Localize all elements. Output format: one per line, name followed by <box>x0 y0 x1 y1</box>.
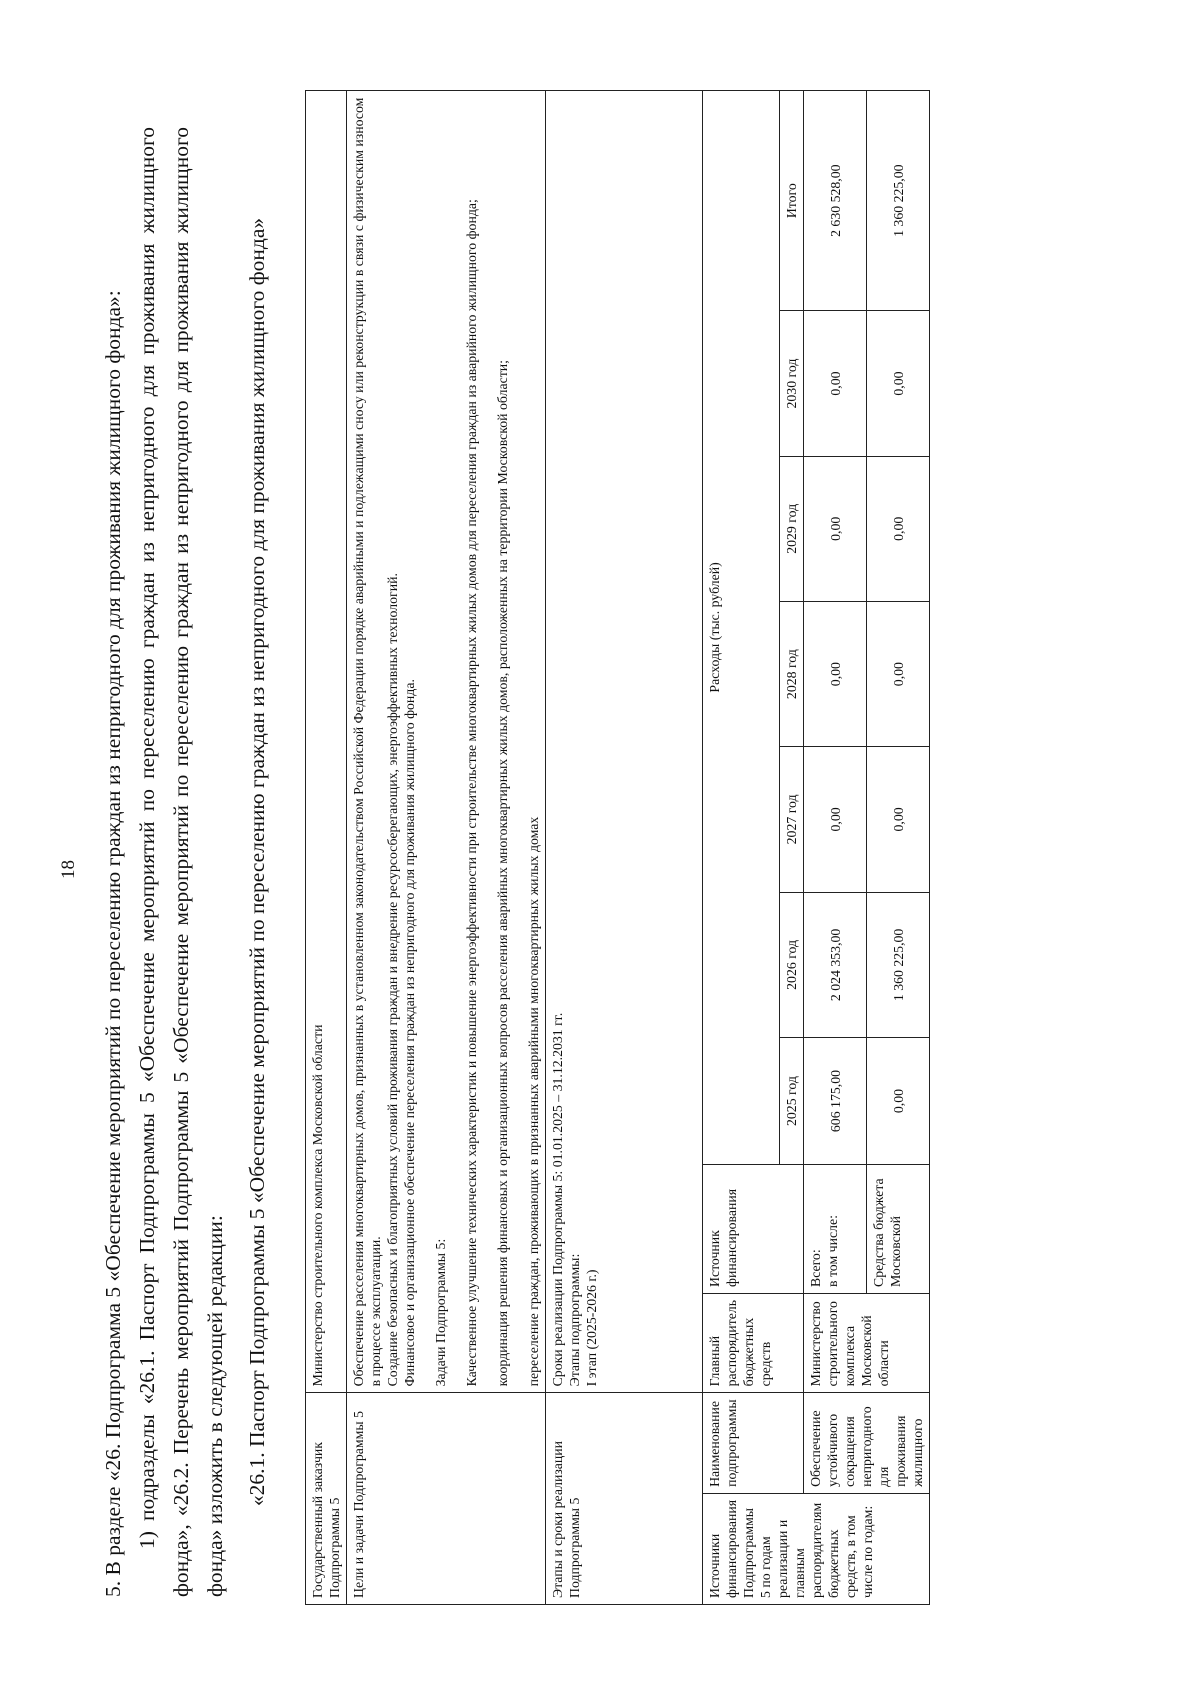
goal-line: Создание безопасных и благоприятных условий проживания граждан и внедрение ресурсосберегающих, энергоэффективных технологий. <box>385 573 400 1387</box>
customer-row <box>306 91 347 1605</box>
source-label: Средства бюджета Московской <box>867 1164 930 1293</box>
value-cell: 0,00 <box>867 601 930 746</box>
stages-line: I этап (2025-2026 г.) <box>584 1269 599 1387</box>
year-header: 2028 год <box>780 601 804 746</box>
value-cell: 0,00 <box>804 747 867 892</box>
finance-row-total <box>804 91 867 1605</box>
year-header: 2027 год <box>780 747 804 892</box>
intro-paragraph: 1) подразделы «26.1. Паспорт Подпрограммы 5 «Обеспечение мероприятий по переселению граждан из непригодного для проживания жилищного фонда», «26.2. Перечень мероприятий Подпрограммы 5 «Обеспечение мероприятий по переселению граждан из непригодного для проживания жилищного фонда» изложить в следующей редакции: <box>135 127 227 1597</box>
task-line: переселение граждан, проживающих в признанных аварийными многоквартирных жилых домах <box>526 816 541 1387</box>
value-cell: 0,00 <box>867 456 930 601</box>
value-cell: 1 360 225,00 <box>867 892 930 1038</box>
goals-label: Цели и задачи Подпрограммы 5 <box>347 1393 546 1605</box>
page-number: 18 <box>58 860 79 879</box>
intro-block <box>96 127 274 1597</box>
total-cell: 1 360 225,00 <box>867 91 930 311</box>
manager-name: Министерство строительного комплекса Московской области <box>804 1294 930 1393</box>
passport-subheading: «26.1. Паспорт Подпрограммы 5 «Обеспечение мероприятий по переселению граждан из непригодного для проживания жилищного фонда» <box>245 217 269 1507</box>
value-cell: 0,00 <box>867 311 930 456</box>
total-header: Итого <box>780 91 804 311</box>
passport-table <box>305 90 930 1605</box>
finance-header-row <box>703 91 780 1605</box>
task-line: Качественное улучшение технических характеристик и повышение энергоэффективности при строительстве многоквартирных жилых домов для переселения граждан из аварийного жилищного фонда; <box>464 199 479 1387</box>
value-cell: 606 175,00 <box>804 1038 867 1165</box>
value-cell: 2 024 353,00 <box>804 892 867 1038</box>
source-cell <box>804 1164 867 1293</box>
stages-line: Этапы подпрограммы: <box>567 1253 582 1387</box>
value-cell: 0,00 <box>804 601 867 746</box>
stages-cell <box>546 91 703 1393</box>
customer-value: Министерство строительного комплекса Московской области <box>306 91 347 1393</box>
stages-row <box>546 91 703 1605</box>
goals-row <box>347 91 546 1605</box>
year-header: 2025 год <box>780 1038 804 1165</box>
sources-label: Источники финансирования Подпрограммы 5 по годам реализации и главным распорядителям бюджетных средств, в том числе по годам: <box>703 1493 930 1604</box>
value-cell: 0,00 <box>804 311 867 456</box>
tasks-title: Задачи Подпрограммы 5: <box>433 1238 448 1387</box>
source-note: в том числе: <box>825 1215 840 1287</box>
value-cell: 0,00 <box>867 747 930 892</box>
goal-line: Финансовое и организационное обеспечение переселения граждан из непригодного для проживания жилищного фонда. <box>402 679 417 1387</box>
subprogram-name: Обеспечение устойчивого сокращения непригодного для проживания жилищного <box>804 1393 930 1494</box>
goal-line: Обеспечение расселения многоквартирных домов, признанных в установленном законодательством Российской Федерации порядке аварийными и подлежащими сносу или реконструкции в связи с физическим износом в процессе эксплуатации. <box>351 97 383 1387</box>
col-name-header: Наименование подпрограммы <box>703 1393 804 1494</box>
col-source-header: Источник финансирования <box>703 1164 804 1293</box>
source-label: Всего: <box>808 1249 823 1287</box>
goals-cell <box>347 91 546 1393</box>
intro-line: 5. В разделе «26. Подпрограмма 5 «Обеспечение мероприятий по переселению граждан из непригодного для проживания жилищного фонда»: <box>101 290 125 1597</box>
task-line: координация решения финансовых и организационных вопросов расселения аварийных многоквартирных жилых домов, расположенных на территории Московской области; <box>495 360 510 1387</box>
year-header: 2029 год <box>780 456 804 601</box>
stages-label: Этапы и сроки реализации Подпрограммы 5 <box>546 1393 703 1605</box>
customer-label: Государственный заказчик Подпрограммы 5 <box>306 1393 347 1605</box>
value-cell: 0,00 <box>867 1038 930 1165</box>
total-cell: 2 630 528,00 <box>804 91 867 311</box>
col-manager-header: Главный распорядитель бюджетных средств <box>703 1294 804 1393</box>
expenses-header: Расходы (тыс. рублей) <box>703 91 780 1165</box>
year-header: 2030 год <box>780 311 804 456</box>
value-cell: 0,00 <box>804 456 867 601</box>
year-header: 2026 год <box>780 892 804 1038</box>
stages-line: Сроки реализации Подпрограммы 5: 01.01.2025 – 31.12.2031 гг. <box>550 1012 565 1387</box>
